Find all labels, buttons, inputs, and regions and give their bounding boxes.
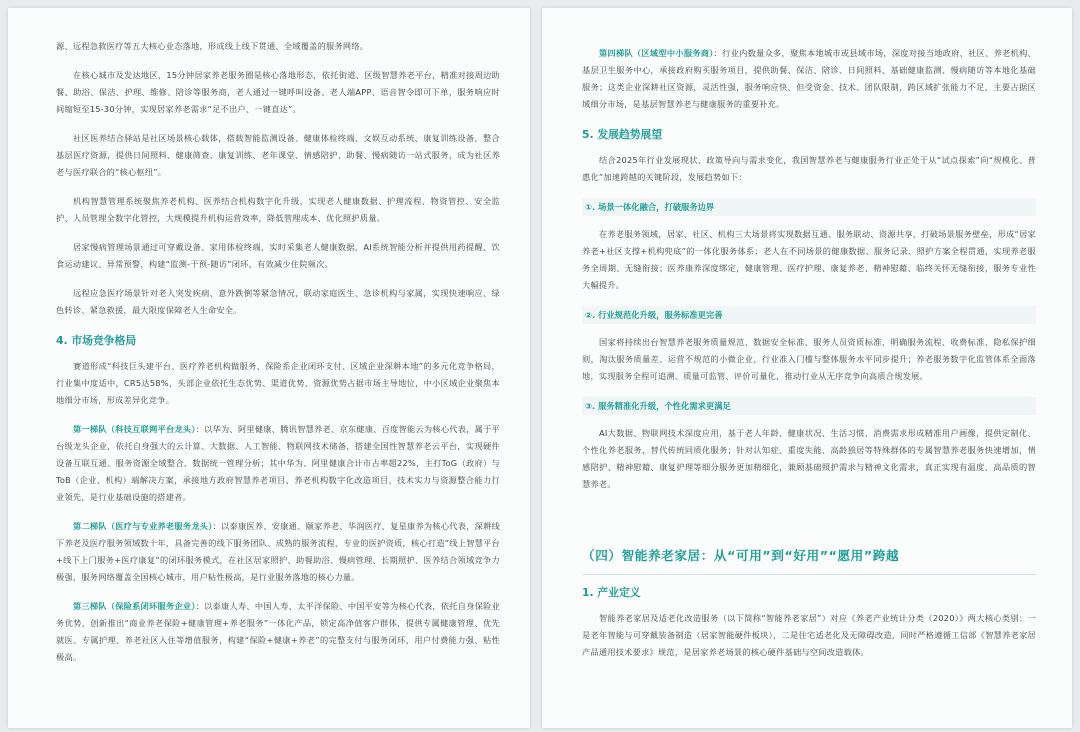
section-heading-definition: 1. 产业定义 xyxy=(582,586,641,599)
section-heading-trends: 5. 发展趋势展望 xyxy=(582,128,663,141)
paragraph: 在养老服务领域，居家、社区、机构三大场景将实现数据互通、服务联动、资源共享，打破场景服务壁垒，形成“居家养老+社区支撑+机构兜底”的一体化服务体系；老人在不同场景的健康数据、服务记录、照护方案全程贯通，实现养老服务全周期、无缝衔接；医养康养深度绑定，健康管理、医疗护理、康复养老、精神慰藉、临终关怀无缝衔接，服务专业性大幅提升。 xyxy=(582,229,1036,290)
tier-label: 第三梯队（保险系闭环服务企业） xyxy=(73,601,196,611)
tier-label: 第一梯队（科技互联网平台龙头） xyxy=(73,424,196,434)
paragraph: 远程应急医疗场景针对老人突发疾病、意外跌倒等紧急情况，联动家庭医生、急诊机构与家属，实现快速响应、绿色转诊、紧急救援，最大限度保障老人生命安全。 xyxy=(56,288,500,315)
spacer xyxy=(582,505,1036,545)
tier-paragraph xyxy=(582,45,1036,113)
paragraph: 源、远程急救医疗等五大核心业态落地，形成线上线下贯通、全域覆盖的服务网络。 xyxy=(56,41,369,51)
tier-paragraph xyxy=(56,518,500,586)
paragraph: AI大数据、物联网技术深度应用，基于老人年龄、健康状况、生活习惯、消费需求形成精准用户画像，提供定制化、个性化养老服务，替代传统同质化服务；针对认知症、重度失能、高龄独居等特殊群体的专属智慧养老服务快速增加，情感陪护、精神慰藉、康复护理等细分服务更加精细化，兼顾基础照护需求与精神文化需求，真正实现有温度、高品质的智慧养老。 xyxy=(582,428,1036,489)
paragraph: 赛道形成“科技巨头建平台、医疗养老机构做服务、保险系企业闭环支付、区域企业深耕本地”的多元化竞争格局，行业集中度适中，CR5达58%，头部企业依托生态优势、渠道优势、资源优势占据市场主导地位，中小区域企业聚焦本地细分市场，形成差异化竞争。 xyxy=(56,361,500,405)
subheading: ②. 行业规范化升级，服务标准更完善 xyxy=(582,306,1036,324)
subheading: ③. 服务精准化升级，个性化需求更满足 xyxy=(582,397,1036,415)
divider xyxy=(582,574,1036,575)
section-heading-market-competition: 4. 市场竞争格局 xyxy=(56,334,137,347)
tier-text: ：以泰康医养、安康通、颐家养老、华润医疗、复星康养为核心代表，深耕线下养老及医疗服务领域数十年，具备完善的线下服务团队、成熟的服务流程、专业的医护资质，核心打造“线上智慧平台+线下上门服务+医疗康复”的闭环服务模式，在社区居家照护、助餐助浴、慢病管理、长期照护、医养结合领域竞争力极强，服务网络覆盖全国核心城市，用户粘性极高，是行业服务落地的核心力量。 xyxy=(56,521,500,582)
chapter-heading: （四）智能养老家居：从“可用”到“好用”“愿用”跨越 xyxy=(582,548,900,563)
tier-paragraph xyxy=(56,598,500,666)
paragraph: 国家将持续出台智慧养老服务质量规范、数据安全标准、服务人员资质标准，明确服务流程、收费标准、隐私保护细则，淘汰服务质量差、运营不规范的小微企业，行业准入门槛与整体服务水平同步提升；养老服务数字化监管体系全面落地，实现服务全程可追溯、质量可监管、评价可量化，推动行业从无序竞争向高质合规发展。 xyxy=(582,337,1036,381)
tier-text: ：以泰康人寿、中国人寿、太平洋保险、中国平安等为核心代表，依托自身保险业务优势，创新推出“商业养老保险+健康管理+养老服务”一体化产品，锁定高净值客户群体，提供专属健康管理、优先就医、专属护理、养老社区入住等增值服务，构建“保险+健康+养老”的完整支付与服务闭环，用户付费能力强、粘性极高。 xyxy=(56,601,500,662)
paragraph: 机构智慧管理系统聚焦养老机构、医养结合机构数字化升级，实现老人健康数据、护理流程、物资管控、安全监护、人员管理全数字化管控，大规模提升机构运营效率，降低管理成本、优化照护质量。 xyxy=(56,196,500,223)
paragraph: 居家慢病管理场景通过可穿戴设备、家用体检终端，实时采集老人健康数据，AI系统智能分析并提供用药提醒、饮食运动建议、异常预警，构建“监测-干预-随访”闭环，有效减少住院频次。 xyxy=(56,242,500,269)
left-page xyxy=(8,8,530,728)
subheading: ①. 场景一体化融合，打破服务边界 xyxy=(582,198,1036,216)
tier-text: ：以华为、阿里健康、腾讯智慧养老、京东健康、百度智能云为核心代表，属于平台级龙头企业，依托自身强大的云计算、大数据、人工智能、物联网技术储备，搭建全国性智慧养老云平台，实现硬件设备互联互通、服务资源全域整合、数据统一管理分析；其中华为、阿里健康合计市占率超22%，主打ToG（政府）与ToB（企业、机构）端解决方案，承接地方政府智慧养老项目、养老机构数字化改造项目，技术实力与资源整合能力行业领先，是行业基础设施的搭建者。 xyxy=(56,424,500,502)
paragraph: 社区医养结合驿站是社区场景核心载体，搭载智能监测设备、健康体检终端、文娱互动系统、康复训练设备，整合基层医疗资源，提供日间照料、健康筛查、康复训练、老年课堂、情感陪护、助餐、慢病随访一站式服务，成为社区养老与医疗联合的“核心枢纽”。 xyxy=(56,133,500,177)
tier-label: 第二梯队（医疗与专业养老服务龙头） xyxy=(73,521,213,531)
tier-text: ：行业内数量众多，聚焦本地城市或县域市场，深度对接当地政府、社区、养老机构、基层卫生服务中心，承接政府购买服务项目，提供助餐、保洁、陪诊、日间照料、基础健康监测、慢病随访等本地化基础服务；这类企业深耕社区资源，灵活性强，服务响应快，但受资金、技术、团队限制，跨区域扩张能力不足，主要占据区域细分市场，是基层智慧养老与健康服务的重要补充。 xyxy=(582,48,1036,109)
tier-label: 第四梯队（区域型中小服务商） xyxy=(599,48,714,58)
right-page xyxy=(542,8,1072,728)
paragraph: 结合2025年行业发展现状、政策导向与需求变化，我国智慧养老与健康服务行业正处于从“试点探索”向“规模化、普惠化”加速跨越的关键阶段，发展趋势如下： xyxy=(582,155,1036,182)
paragraph: 智能养老家居及适老化改造服务（以下简称“智能养老家居”）对应《养老产业统计分类（2020）》两大核心类别：一是老年智能与可穿戴装备制造（居家智能硬件板块），二是住宅适老化及无障碍改造，同时严格遵循工信部《智慧养老家居产品通用技术要求》规范，是居家养老场景的核心硬件基础与空间改造载体。 xyxy=(582,613,1036,657)
tier-paragraph xyxy=(56,421,500,506)
paragraph: 在核心城市及发达地区，15分钟居家养老服务圈是核心落地形态，依托街道、区级智慧养老平台，精准对接周边助餐、助浴、保洁、护理、维修、陪诊等服务商，老人通过一键呼叫设备、老人端APP、语音智令即可下单，服务响应时间缩短至15-30分钟，实现居家养老需求“足不出户、一键直达”。 xyxy=(56,70,500,114)
